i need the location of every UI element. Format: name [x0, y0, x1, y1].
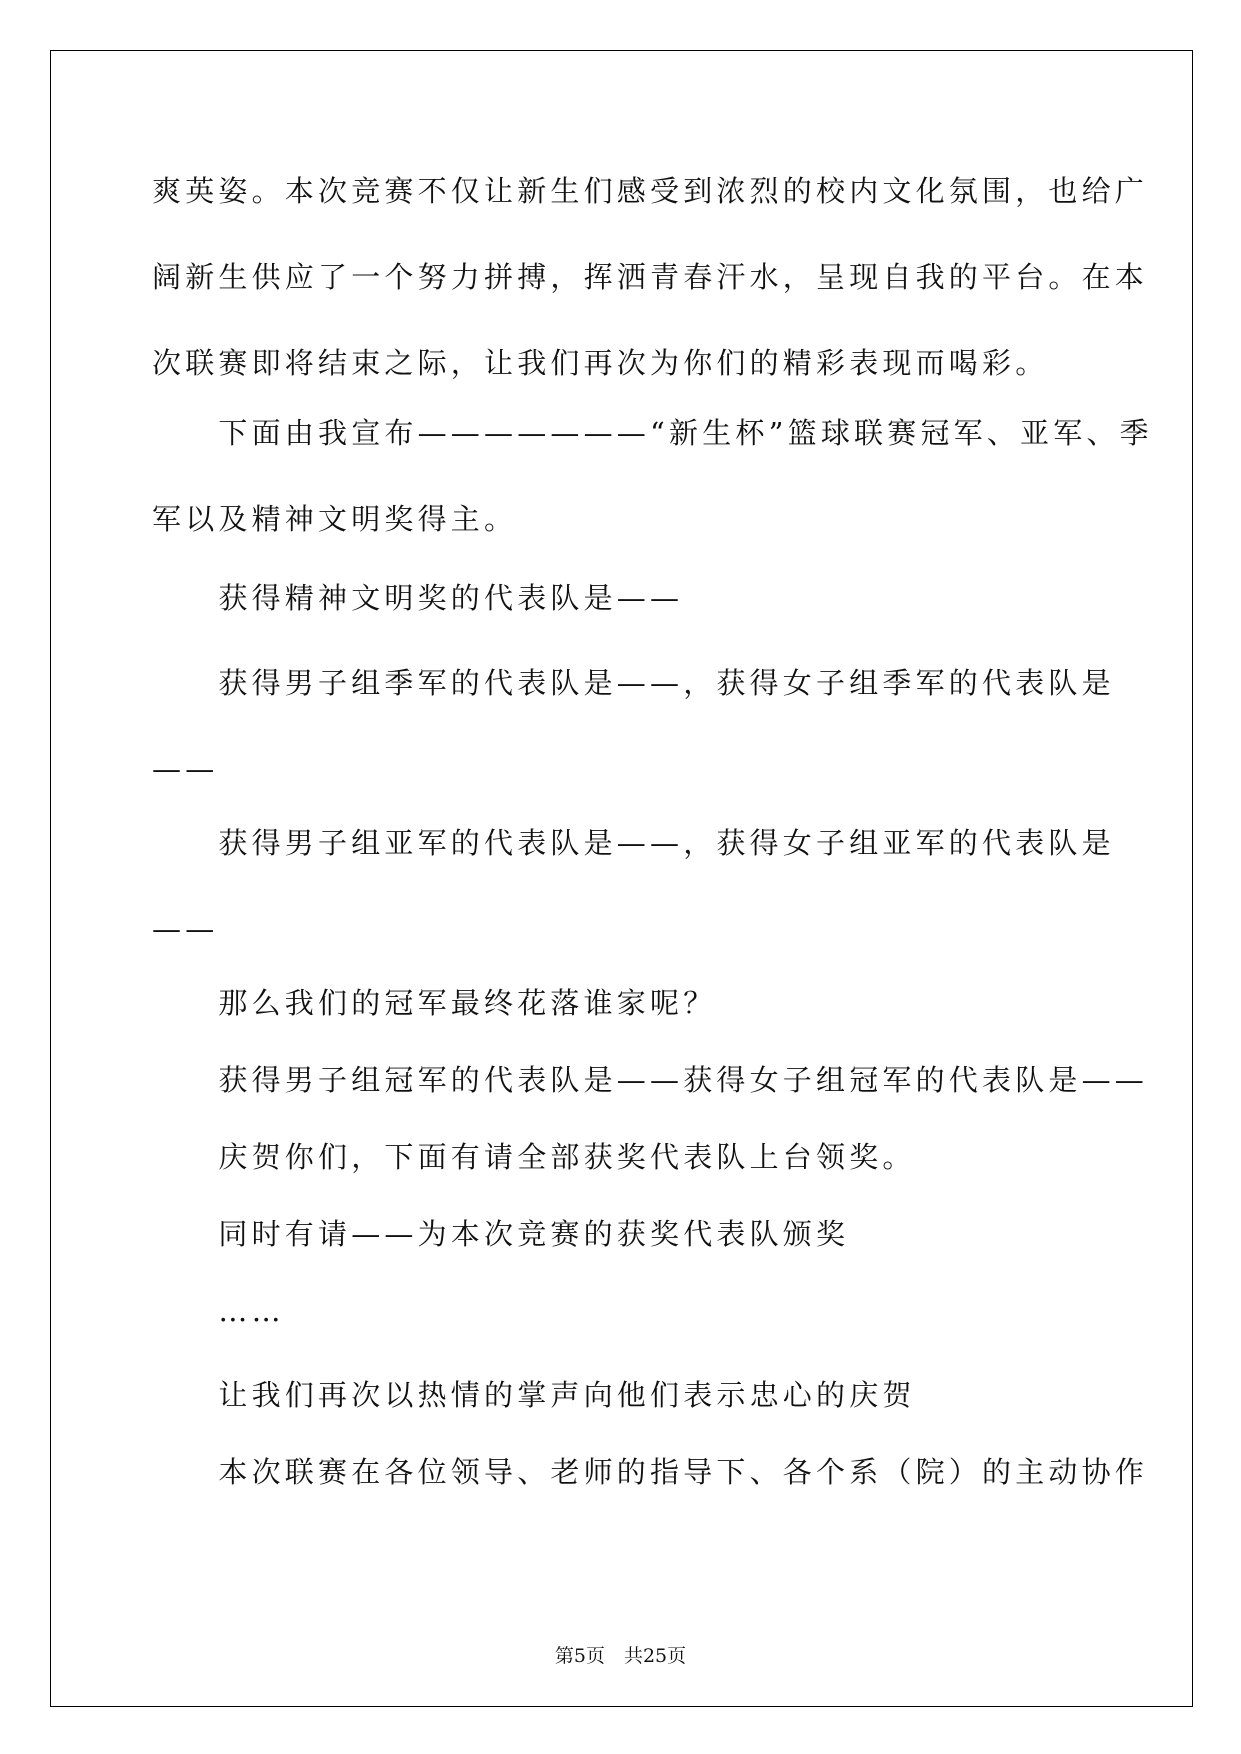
line: ……: [152, 1294, 285, 1328]
paragraph-12: [152, 1429, 1149, 1515]
line: 获得男子组冠军的代表队是——获得女子组冠军的代表队是——: [152, 1063, 1149, 1097]
paragraph-4: [152, 640, 1115, 812]
paragraph-9: [152, 1191, 1087, 1277]
paragraph-1: [152, 148, 1149, 406]
line: 同时有请——为本次竞赛的获奖代表队颁奖: [152, 1217, 850, 1251]
line: 获得男子组季军的代表队是——，获得女子组季军的代表队是: [152, 666, 1115, 700]
line: ——: [152, 912, 219, 946]
paragraph-8: [152, 1114, 1087, 1200]
line: 爽英姿。本次竞赛不仅让新生们感受到浓烈的校内文化氛围，也给广: [152, 174, 1149, 208]
paragraph-7: [152, 1037, 1149, 1123]
paragraph-10: [152, 1268, 1087, 1354]
line: ——: [152, 752, 219, 786]
page-footer: 第5页 共25页: [554, 1645, 687, 1667]
line: 阔新生供应了一个努力拼搏，挥洒青春汗水，呈现自我的平台。在本: [152, 260, 1149, 294]
line: 本次联赛在各位领导、老师的指导下、各个系（院）的主动协作: [152, 1455, 1149, 1489]
paragraph-11: [152, 1352, 1087, 1438]
line: 让我们再次以热情的掌声向他们表示忠心的庆贺: [152, 1378, 916, 1412]
paragraph-6: [152, 960, 1087, 1046]
line: 那么我们的冠军最终花落谁家呢？: [152, 986, 717, 1020]
line: 次联赛即将结束之际，让我们再次为你们的精彩表现而喝彩。: [152, 346, 1049, 380]
paragraph-5: [152, 800, 1115, 972]
line: 获得精神文明奖的代表队是——: [152, 581, 684, 615]
paragraph-2: [152, 390, 1153, 562]
line: 军以及精神文明奖得主。: [152, 502, 518, 536]
line: 庆贺你们，下面有请全部获奖代表队上台领奖。: [152, 1140, 916, 1174]
line: 下面由我宣布———————“新生杯”篮球联赛冠军、亚军、季: [152, 416, 1153, 450]
line: 获得男子组亚军的代表队是——，获得女子组亚军的代表队是: [152, 826, 1115, 860]
paragraph-3: [152, 555, 1087, 641]
